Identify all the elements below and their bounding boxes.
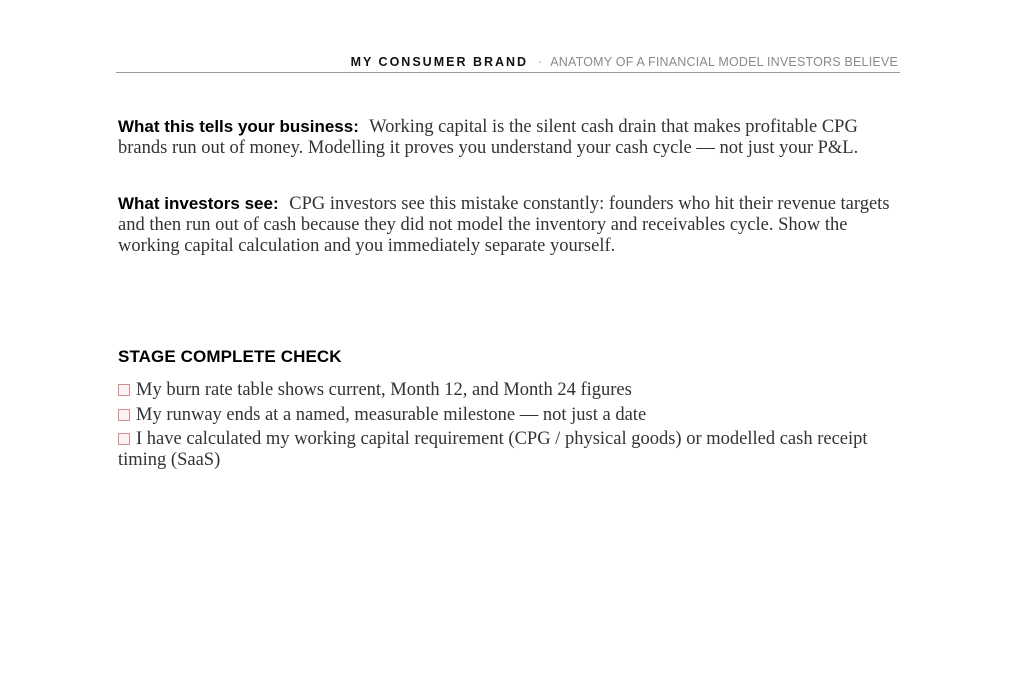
checkbox[interactable] xyxy=(118,384,130,396)
brand-name: MY CONSUMER BRAND xyxy=(350,55,529,69)
business-note-label: What this tells your business: xyxy=(118,117,359,136)
checklist xyxy=(118,380,888,475)
business-note xyxy=(118,116,902,159)
investor-note-label: What investors see: xyxy=(118,194,279,213)
investor-note xyxy=(118,193,902,257)
investor-note-text: CPG investors see this mistake constantly: founders who hit their revenue targets and then run out of cash because they did not model the inventory and receivables cycle. Show the working capital calculation and you immediately separate yourself. xyxy=(118,194,890,256)
checklist-item-text: My runway ends at a named, measurable milestone — not just a date xyxy=(136,404,647,425)
checklist-item xyxy=(118,380,888,401)
checklist-item xyxy=(118,405,888,426)
page-header xyxy=(116,54,900,73)
checklist-item xyxy=(118,429,888,471)
business-note-text: Working capital is the silent cash drain that makes profitable CPG brands run out of money. Modelling it proves you understand your cash cycle — not just your P&L. xyxy=(118,117,859,158)
checklist-item-text: My burn rate table shows current, Month 12, and Month 24 figures xyxy=(136,380,632,400)
checklist-heading: STAGE COMPLETE CHECK xyxy=(118,347,342,366)
document-title: ANATOMY OF A FINANCIAL MODEL INVESTORS BELIEVE xyxy=(550,55,898,69)
checkbox[interactable] xyxy=(118,433,130,445)
checklist-item-text: I have calculated my working capital requirement (CPG / physical goods) or modelled cash receipt timing (SaaS) xyxy=(118,429,868,470)
checkbox[interactable] xyxy=(118,409,130,421)
header-separator: · xyxy=(538,55,543,69)
